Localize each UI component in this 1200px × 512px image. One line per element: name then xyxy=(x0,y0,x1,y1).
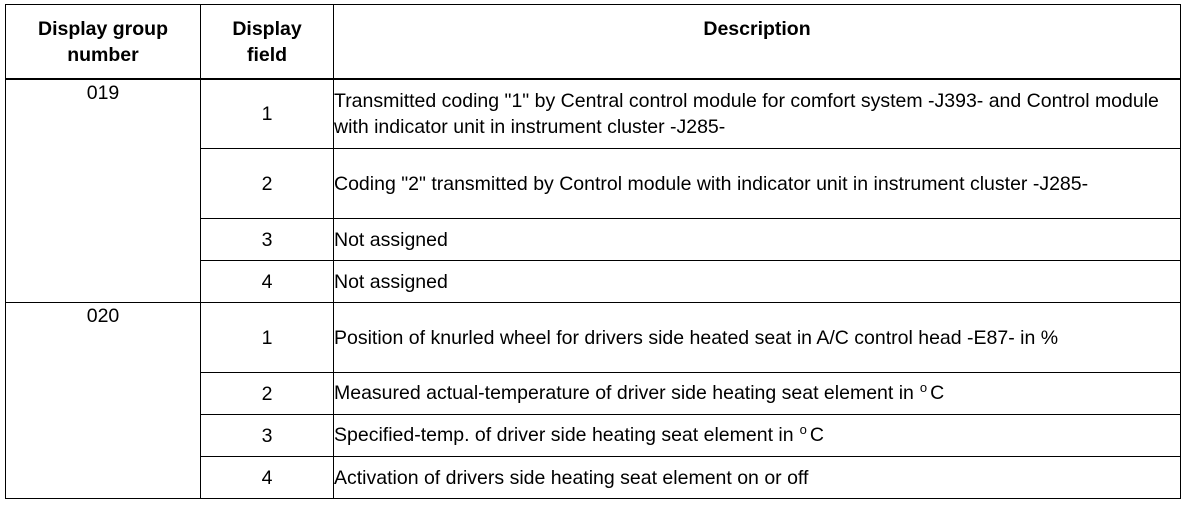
field-number: 2 xyxy=(201,373,334,415)
field-description: Activation of drivers side heating seat element on or off xyxy=(334,457,1181,499)
field-number: 3 xyxy=(201,415,334,457)
header-display-group-number xyxy=(6,5,201,79)
field-description: Not assigned xyxy=(334,219,1181,261)
field-number: 4 xyxy=(201,261,334,303)
group-number: 020 xyxy=(6,303,201,499)
field-number: 4 xyxy=(201,457,334,499)
header-description: Description xyxy=(334,5,1181,79)
header-line: number xyxy=(67,44,139,66)
header-line: Display group xyxy=(37,18,169,40)
table-row xyxy=(6,79,1181,149)
degree-symbol: o xyxy=(799,421,807,437)
table-row xyxy=(6,303,1181,373)
degree-symbol: o xyxy=(919,379,928,395)
display-groups-table xyxy=(5,4,1181,499)
display-group-019 xyxy=(6,79,1181,303)
unit-text: C xyxy=(809,423,824,446)
field-description: Transmitted coding "1" by Central control module for comfort system -J393- and Control module with indicator unit in instrument cluster -J285- xyxy=(334,79,1181,149)
display-group-020 xyxy=(6,303,1181,499)
field-description: Coding "2" transmitted by Control module with indicator unit in instrument cluster -J285- xyxy=(334,149,1181,219)
description-text: Measured actual-temperature of driver side heating seat element in xyxy=(334,381,914,404)
field-number: 1 xyxy=(201,303,334,373)
unit-text: C xyxy=(930,381,945,404)
field-description: Position of knurled wheel for drivers side heated seat in A/C control head -E87- in % xyxy=(334,303,1181,373)
field-number: 2 xyxy=(201,149,334,219)
table-header xyxy=(6,5,1181,79)
header-line: Display xyxy=(232,18,302,40)
description-text: Specified-temp. of driver side heating seat element in xyxy=(334,423,794,446)
field-description: Not assigned xyxy=(334,261,1181,303)
header-display-field xyxy=(201,5,334,79)
field-description xyxy=(334,373,1181,415)
field-description xyxy=(334,415,1181,457)
field-number: 3 xyxy=(201,219,334,261)
header-line: field xyxy=(246,44,288,66)
group-number: 019 xyxy=(6,79,201,303)
field-number: 1 xyxy=(201,79,334,149)
